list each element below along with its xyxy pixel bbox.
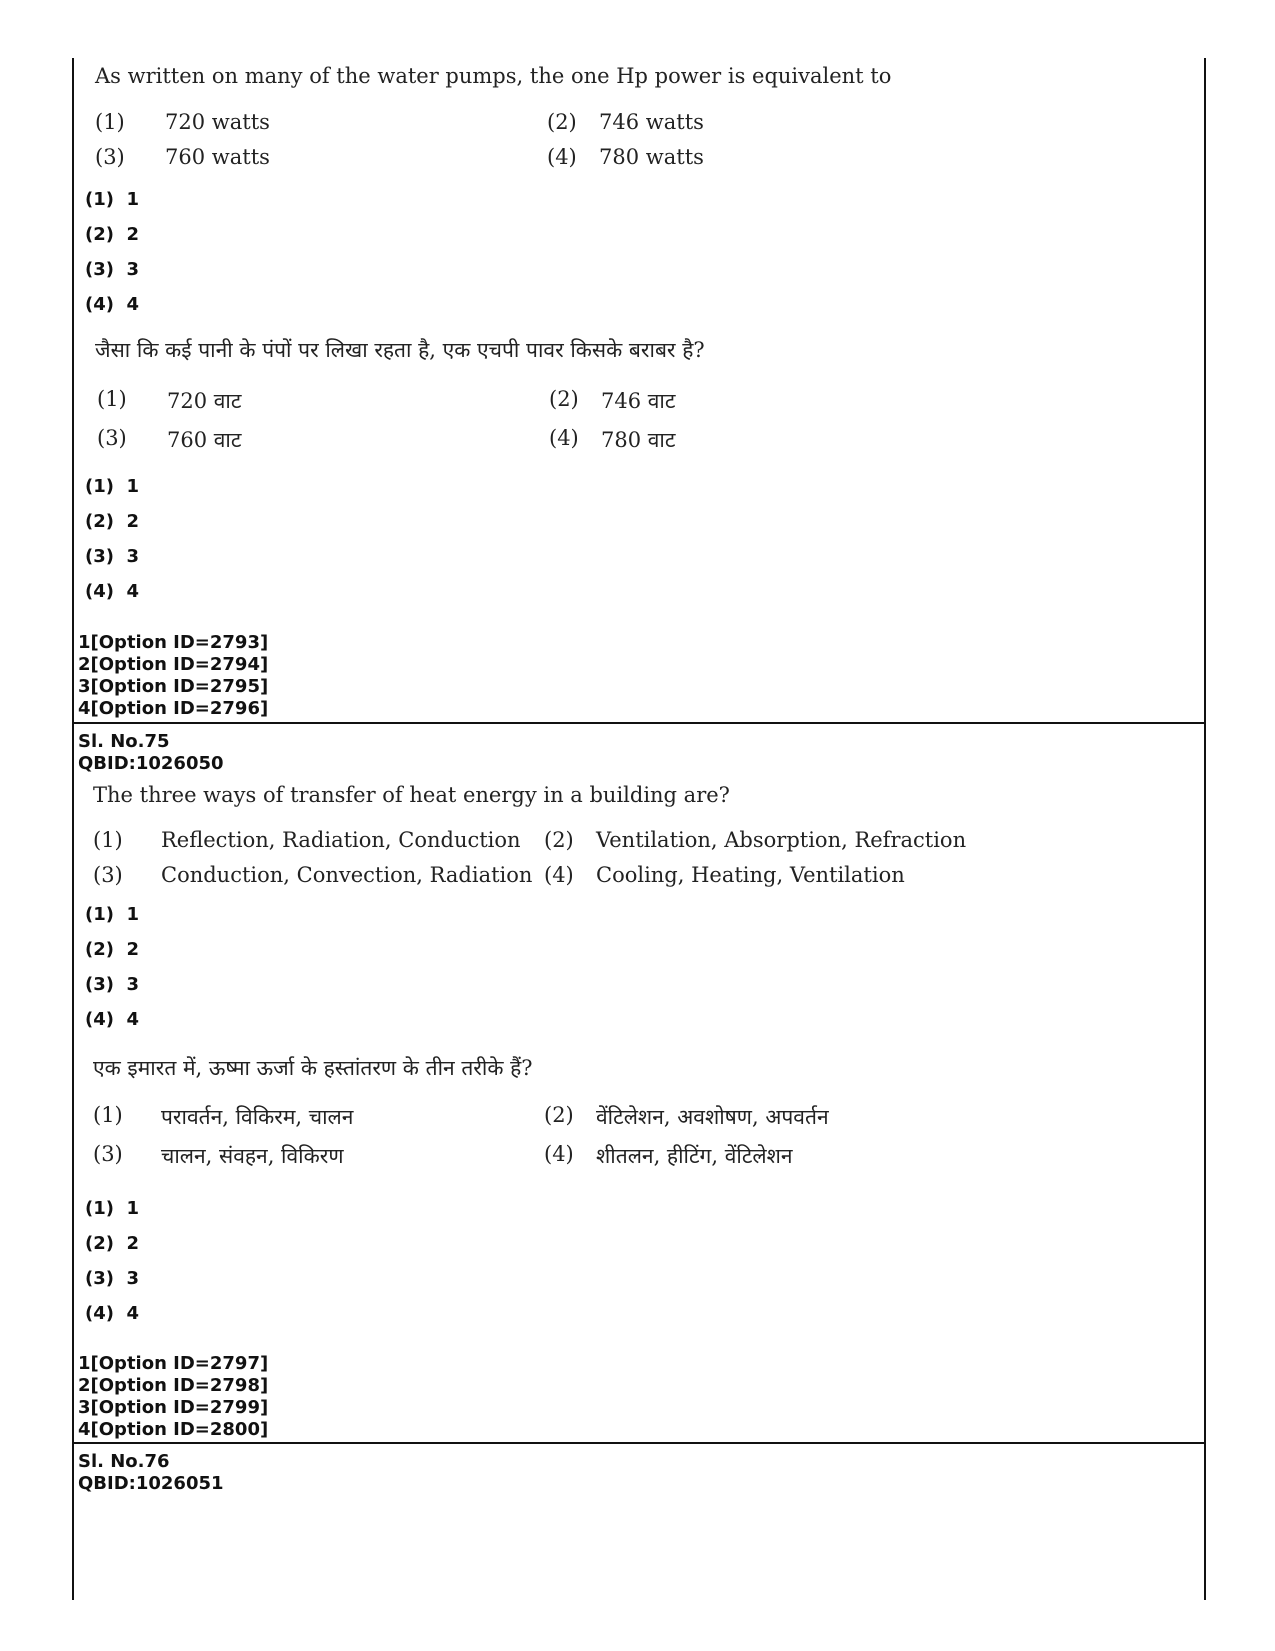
question-text: The three ways of transfer of heat energy in a building are? [93,783,730,807]
option-id: 2[Option ID=2798] [78,1375,269,1396]
answer-choice: (1) 1 [85,904,140,925]
section-divider [72,1442,1206,1444]
option-text: 720 watts [165,110,270,134]
option-text: 780 watts [599,145,704,169]
option-id-list [78,1353,268,1441]
option-text: 720 वाट [167,389,242,413]
option-text: 746 वाट [601,389,676,413]
option-id: 4[Option ID=2800] [78,1419,269,1440]
answer-choice: (1) 1 [85,1198,140,1219]
option-number: (2) [544,828,574,852]
option-text: परावर्तन, विकिरम, चालन [161,1105,354,1129]
question-text: As written on many of the water pumps, the one Hp power is equivalent to [95,64,892,88]
option-number: (1) [95,110,125,134]
answer-choice: (3) 3 [85,259,140,280]
option-number: (1) [93,828,123,852]
option-number: (4) [544,1142,574,1166]
answer-choice: (3) 3 [85,1268,140,1289]
option-text: Reflection, Radiation, Conduction [161,828,521,852]
option-number: (4) [544,863,574,887]
answer-choice: (2) 2 [85,224,140,245]
option-number: (1) [97,387,127,411]
option-id: 2[Option ID=2794] [78,654,269,675]
option-number: (4) [547,145,577,169]
qbid: QBID:1026050 [78,753,224,774]
answer-choice: (1) 1 [85,476,140,497]
option-id: 3[Option ID=2799] [78,1397,269,1418]
question-text-hindi: जैसा कि कई पानी के पंपों पर लिखा रहता है, एक एचपी पावर किसके बराबर है? [95,338,705,362]
option-text: Cooling, Heating, Ventilation [596,863,905,887]
option-number: (3) [93,1142,123,1166]
answer-choice: (4) 4 [85,294,140,315]
option-number: (4) [549,426,579,450]
option-text: 760 watts [165,145,270,169]
option-text: चालन, संवहन, विकिरण [161,1144,344,1168]
option-id: 1[Option ID=2793] [78,632,269,653]
option-id-list [78,632,268,720]
question-header [78,1451,224,1495]
question-text-hindi: एक इमारत में, ऊष्मा ऊर्जा के हस्तांतरण के तीन तरीके हैं? [93,1056,533,1080]
option-text: वेंटिलेशन, अवशोषण, अपवर्तन [596,1105,829,1129]
question-header [78,731,224,775]
option-id: 4[Option ID=2796] [78,698,269,719]
option-number: (3) [97,426,127,450]
answer-choice: (3) 3 [85,546,140,567]
option-number: (1) [93,1103,123,1127]
option-number: (3) [95,145,125,169]
qbid: QBID:1026051 [78,1473,224,1494]
answer-choice: (4) 4 [85,1303,140,1324]
answer-choice: (3) 3 [85,974,140,995]
option-text: 780 वाट [601,428,676,452]
answer-choice: (4) 4 [85,1009,140,1030]
serial-number: Sl. No.76 [78,1451,170,1472]
option-number: (2) [547,110,577,134]
answer-choice: (2) 2 [85,511,140,532]
answer-choice: (4) 4 [85,581,140,602]
option-number: (2) [544,1103,574,1127]
option-text: 746 watts [599,110,704,134]
answer-choice: (2) 2 [85,939,140,960]
answer-choice: (1) 1 [85,189,140,210]
option-text: शीतलन, हीटिंग, वेंटिलेशन [596,1144,793,1168]
option-number: (2) [549,387,579,411]
answer-choice: (2) 2 [85,1233,140,1254]
option-id: 3[Option ID=2795] [78,676,269,697]
option-text: 760 वाट [167,428,242,452]
option-number: (3) [93,863,123,887]
option-id: 1[Option ID=2797] [78,1353,269,1374]
section-divider [72,722,1206,724]
option-text: Ventilation, Absorption, Refraction [596,828,967,852]
serial-number: Sl. No.75 [78,731,170,752]
option-text: Conduction, Convection, Radiation [161,863,533,887]
